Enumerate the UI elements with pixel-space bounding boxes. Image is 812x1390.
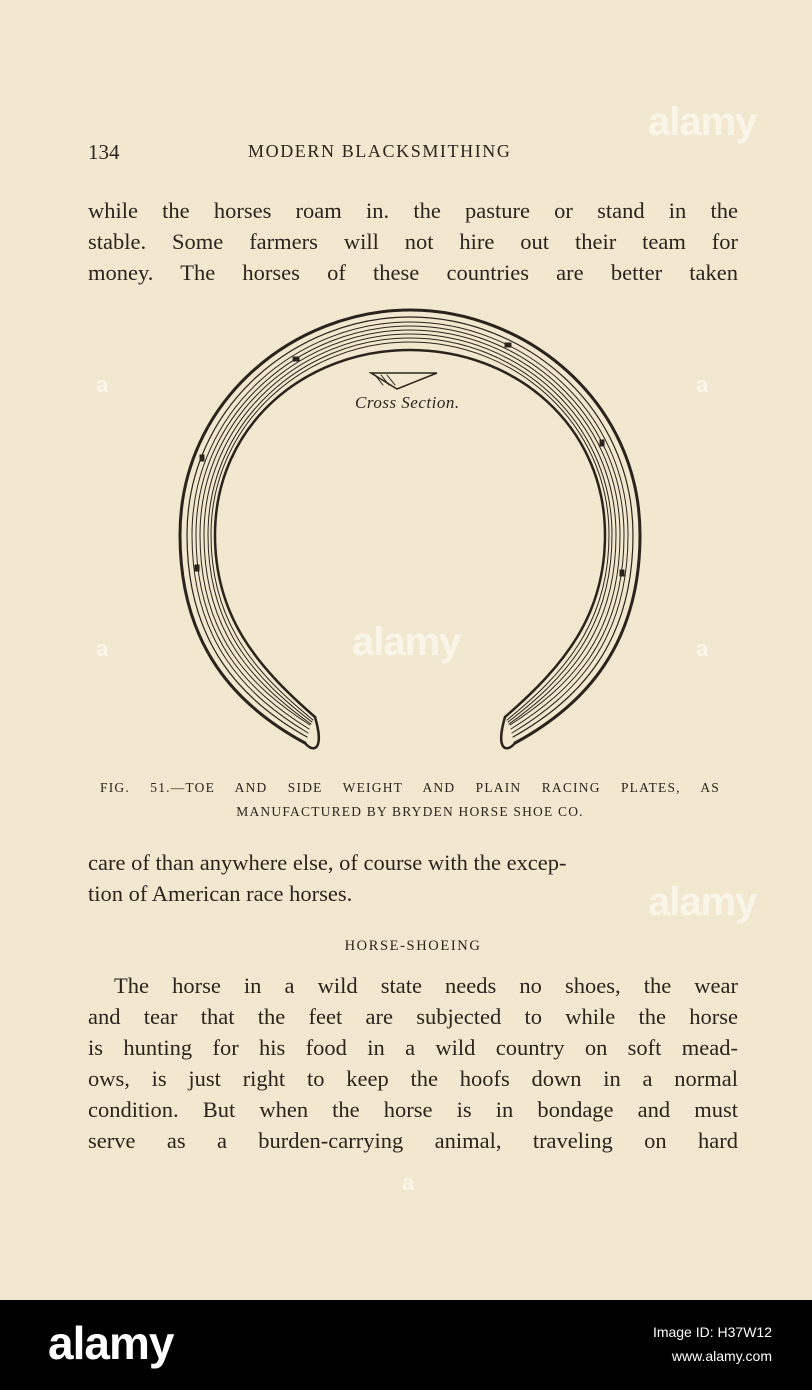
text-line: ows, is just right to keep the hoofs down in a normal [88,1066,738,1091]
running-title: MODERN BLACKSMITHING [248,141,512,161]
alamy-logo: alamy [48,1317,174,1369]
text-line: while the horses roam in. the pasture or stand in the [88,198,738,223]
watermark-plus: a [96,636,108,661]
paragraph-continuation [88,195,738,288]
page-number: 134 [88,140,120,164]
watermark-plus: a [696,372,708,397]
horseshoe-figure [175,305,645,765]
site-url[interactable]: www.alamy.com [671,1348,772,1364]
paragraph-horse-shoeing [88,970,738,1156]
watermark-logo: alamy [648,880,757,924]
text-line: care of than anywhere else, of course with the excep- [88,850,567,875]
text-line: money. The horses of these countries are better taken [88,260,738,285]
watermark-plus: a [96,372,108,397]
text-line: stable. Some farmers will not hire out their team for [88,229,738,254]
text-line: is hunting for his food in a wild country on soft mead- [88,1035,738,1060]
text-line: The horse in a wild state needs no shoes, the wear [114,973,738,998]
caption-line: MANUFACTURED BY BRYDEN HORSE SHOE CO. [236,804,584,819]
text-line: and tear that the feet are subjected to while the horse [88,1004,738,1029]
watermark-plus: a [402,1170,414,1195]
caption-line: FIG. 51.—TOE AND SIDE WEIGHT AND PLAIN RACING PLATES, AS [100,780,720,795]
section-heading: HORSE-SHOEING [344,938,482,954]
watermark-logo: alamy [648,100,757,144]
horseshoe-illustration [175,305,645,765]
cross-section-label: Cross Section. [355,393,460,412]
image-id: Image ID: H37W12 [652,1324,772,1340]
text-line: tion of American race horses. [88,881,353,906]
stock-footer [0,1300,812,1390]
watermark-plus: a [696,636,708,661]
running-head [88,140,738,170]
text-line: condition. But when the horse is in bondage and must [88,1097,738,1122]
paragraph-after-figure [88,847,738,909]
text-line: serve as a burden-carrying animal, traveling on hard [88,1128,738,1153]
figure-caption [100,776,720,824]
footer-meta [653,1320,772,1368]
watermark-logo: alamy [352,620,461,664]
